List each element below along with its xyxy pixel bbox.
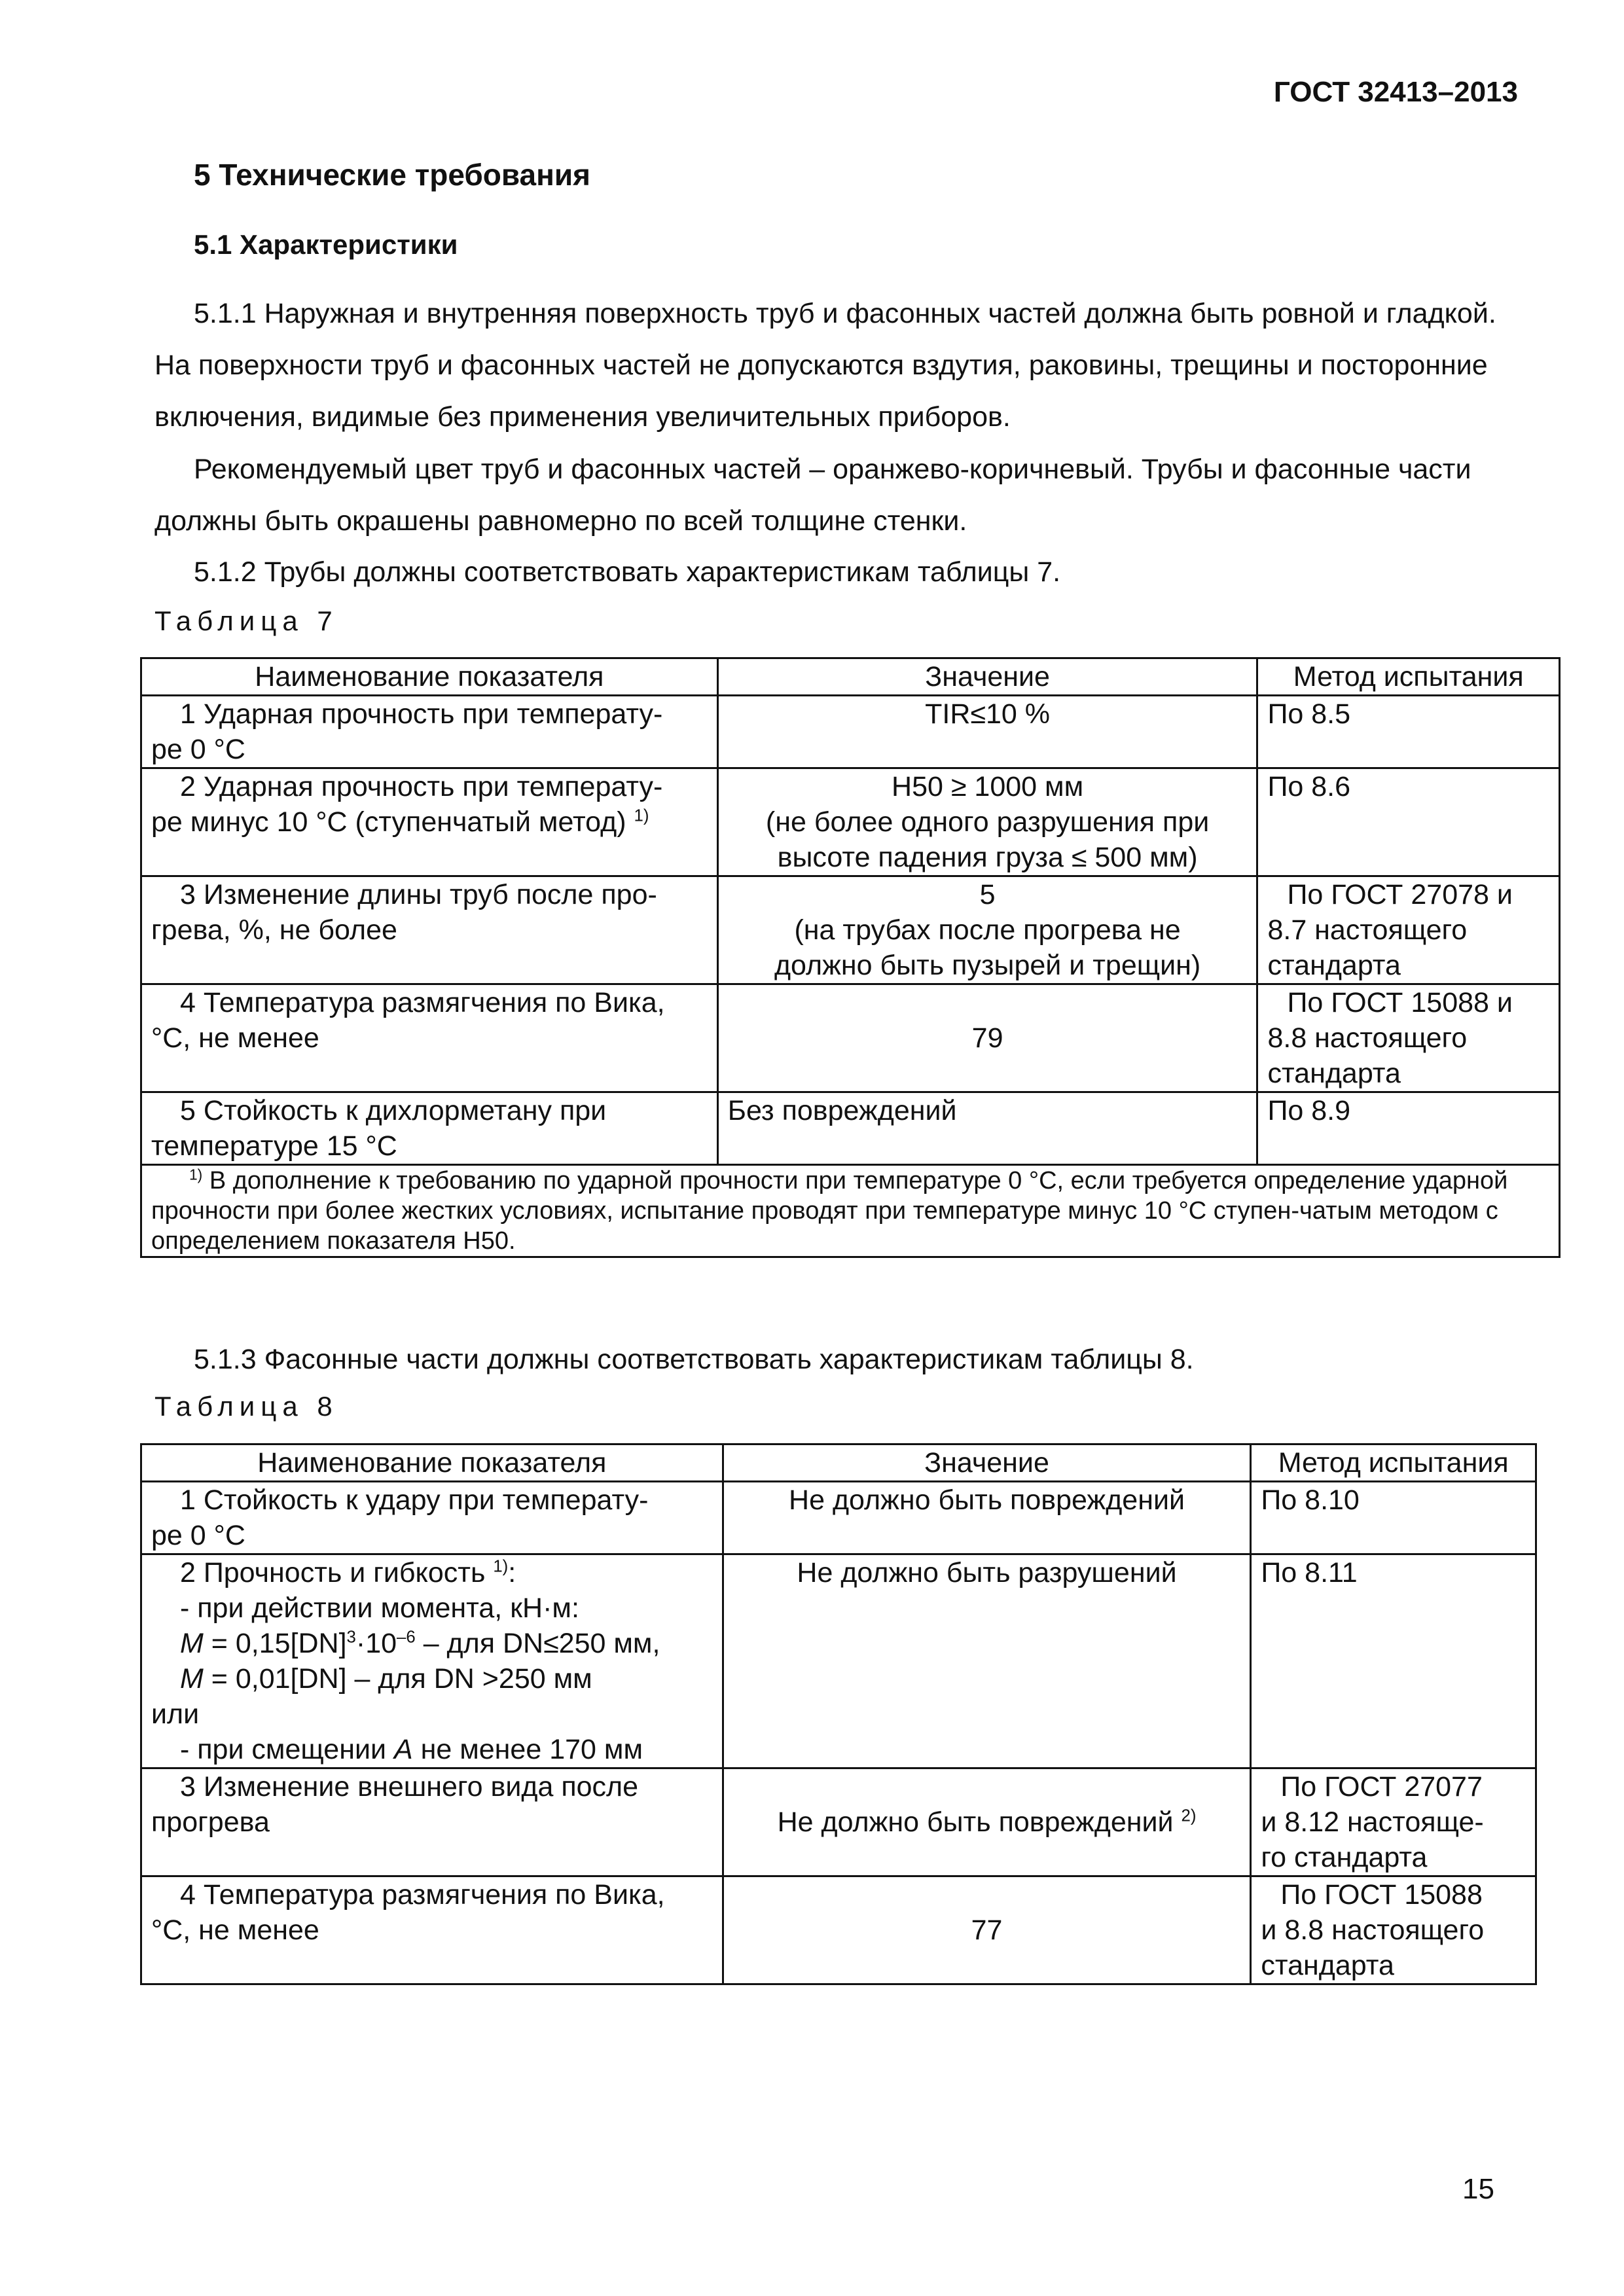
table-8-caption: Таблица 8: [154, 1391, 338, 1422]
method-cell: По 8.11: [1251, 1554, 1536, 1768]
table-row: [141, 1482, 1536, 1554]
value-cell: 79: [717, 984, 1257, 1092]
table-7-caption: Таблица 7: [154, 605, 338, 636]
table-8: [140, 1443, 1537, 1985]
indicator-cell: 2 Прочность и гибкость $^{1)}$: - при действии момента, кН·м: $М = 0,15[DN]^3\cdot 10^{-6}$ – для DN≤250 мм, М = 0,01[DN] – для DN >250 мм или - при смещении А не менее 170 мм: [141, 1554, 723, 1768]
column-header-name: Наименование показателя: [141, 658, 718, 696]
paragraph-5-1-2: [154, 547, 1509, 598]
column-header-value: Значение: [723, 1444, 1251, 1482]
table-header-row: [141, 658, 1560, 696]
table-footnote-row: [141, 1165, 1560, 1257]
method-cell: По 8.10: [1251, 1482, 1536, 1554]
column-header-name: Наименование показателя: [141, 1444, 723, 1482]
indicator-cell: 3 Изменение длины труб после про- грева, %, не более: [141, 876, 718, 984]
indicator-cell: 2 Ударная прочность при температу- ре минус 10 °С (ступенчатый метод) $^{1)}$: [141, 768, 718, 876]
footnote-text: В дополнение к требованию по ударной прочности при температуре 0 °С, если требуется определение ударной прочности при более жестких условиях, испытание проводят при температуре минус 10 °С ступен-чатым методом с определением показателя Н50.: [151, 1167, 1508, 1255]
indicator-cell: 1 Стойкость к удару при температу- ре 0 °С: [141, 1482, 723, 1554]
paragraph-color: [154, 444, 1509, 547]
table-7: [140, 657, 1561, 1258]
method-cell: По ГОСТ 15088 и 8.8 настоящего стандарта: [1257, 984, 1560, 1092]
section-title: 5 Технические требования: [194, 158, 590, 192]
indicator-cell: 5 Стойкость к дихлорметану при температуре 15 °С: [141, 1092, 718, 1165]
paragraph-color-text: Рекомендуемый цвет труб и фасонных частей – оранжево-коричневый. Трубы и фасонные части должны быть окрашены равномерно по всей толщине стенки.: [154, 454, 1471, 537]
column-header-method: Метод испытания: [1257, 658, 1560, 696]
indicator-cell: 3 Изменение внешнего вида после прогрева: [141, 1768, 723, 1876]
document-code-header: ГОСТ 32413–2013: [1273, 76, 1518, 108]
footnote-ref: 1): [634, 806, 649, 825]
paragraph-5-1-1-text: 5.1.1 Наружная и внутренняя поверхность труб и фасонных частей должна быть ровной и гладкой. На поверхности труб и фасонных частей не допускаются вздутия, раковины, трещины и посторонние включения, видимые без применения увеличительных приборов.: [154, 298, 1496, 433]
subsection-title: 5.1 Характеристики: [194, 229, 458, 260]
method-cell: По 8.9: [1257, 1092, 1560, 1165]
table-row: [141, 768, 1560, 876]
paragraph-5-1-3-text: 5.1.3 Фасонные части должны соответствовать характеристикам таблицы 8.: [194, 1344, 1194, 1375]
indicator-cell: 4 Температура размягчения по Вика, °С, не менее: [141, 1876, 723, 1984]
table-row: [141, 1554, 1536, 1768]
method-cell: По 8.5: [1257, 696, 1560, 768]
value-cell: 77: [723, 1876, 1251, 1984]
column-header-value: Значение: [717, 658, 1257, 696]
table-row: [141, 1768, 1536, 1876]
table-row: [141, 1092, 1560, 1165]
footnote-mark: 1): [189, 1166, 203, 1183]
indicator-cell: 1 Ударная прочность при температу- ре 0 °С: [141, 696, 718, 768]
value-cell: 5 (на трубах после прогрева не должно быть пузырей и трещин): [717, 876, 1257, 984]
method-cell: По ГОСТ 27078 и 8.7 настоящего стандарта: [1257, 876, 1560, 984]
table-row: [141, 696, 1560, 768]
value-cell: Н50 ≥ 1000 мм (не более одного разрушения при высоте падения груза ≤ 500 мм): [717, 768, 1257, 876]
value-cell: Не должно быть повреждений $^{2)}$: [723, 1768, 1251, 1876]
footnote-ref: 1): [493, 1557, 509, 1576]
table-row: [141, 1876, 1536, 1984]
table-header-row: [141, 1444, 1536, 1482]
value-cell: Не должно быть повреждений: [723, 1482, 1251, 1554]
column-header-method: Метод испытания: [1251, 1444, 1536, 1482]
value-cell: Не должно быть разрушений: [723, 1554, 1251, 1768]
footnote-ref: 2): [1181, 1806, 1197, 1825]
indicator-cell: 4 Температура размягчения по Вика, °С, не менее: [141, 984, 718, 1092]
method-cell: По 8.6: [1257, 768, 1560, 876]
page-number: 15: [1462, 2173, 1494, 2205]
value-cell: TIR≤10 %: [717, 696, 1257, 768]
table-footnote: [141, 1165, 1560, 1257]
method-cell: По ГОСТ 27077 и 8.12 настояще- го стандарта: [1251, 1768, 1536, 1876]
table-row: [141, 984, 1560, 1092]
method-cell: По ГОСТ 15088 и 8.8 настоящего стандарта: [1251, 1876, 1536, 1984]
paragraph-5-1-1: [154, 288, 1509, 443]
paragraph-5-1-3: [154, 1334, 1509, 1386]
paragraph-5-1-2-text: 5.1.2 Трубы должны соответствовать характеристикам таблицы 7.: [194, 556, 1061, 588]
table-row: [141, 876, 1560, 984]
value-cell: Без повреждений: [717, 1092, 1257, 1165]
